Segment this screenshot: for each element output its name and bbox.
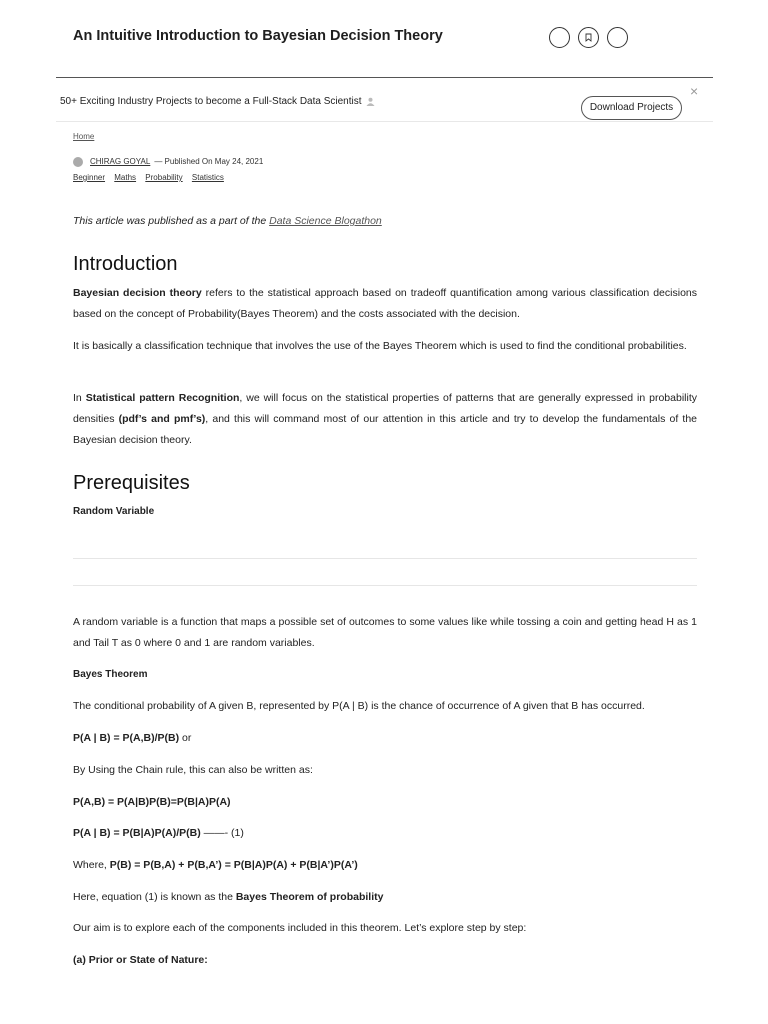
circle-icon[interactable]: [549, 27, 570, 48]
tag-maths[interactable]: Maths: [114, 173, 137, 182]
divider: [73, 585, 697, 586]
prerequisites-heading: Prerequisites: [73, 472, 190, 494]
author-link[interactable]: CHIRAG GOYAL: [90, 157, 151, 167]
intro-paragraph-1: Bayesian decision theory refers to the statistical approach based on tradeoff quantification among various classification decisions based on the concept of Probability(Bayes Theorem) and the costs associated with the decision.: [73, 287, 697, 320]
blogathon-link[interactable]: Data Science Blogathon: [269, 215, 382, 227]
promo-banner: [56, 77, 713, 122]
banner-text: 50+ Exciting Industry Projects to become a Full-Stack Data Scientist: [60, 96, 375, 107]
download-projects-button[interactable]: Download Projects: [581, 96, 682, 120]
chain-rule-text: By Using the Chain rule, this can also be written as:: [73, 764, 313, 776]
article-meta: [73, 157, 263, 167]
divider: [73, 558, 697, 559]
bookmark-icon[interactable]: [578, 27, 599, 48]
introduction-heading: Introduction: [73, 253, 178, 275]
intro-paragraph-3: In Statistical pattern Recognition, we will focus on the statistical properties of patterns that are generally expressed in probability densities (pdf’s and pmf’s), and this will command most of our attention in this article and try to develop the fundamentals of the Bayesian decision theory.: [73, 392, 697, 446]
top-bar: [0, 0, 768, 76]
page-title: An Intuitive Introduction to Bayesian Decision Theory: [73, 28, 443, 44]
prior-heading: (a) Prior or State of Nature:: [73, 954, 208, 966]
random-variable-text: A random variable is a function that maps a possible set of outcomes to some values like while tossing a coin and getting head H as 1 and Tail T as 0 where 0 and 1 are random variables.: [73, 616, 697, 649]
random-variable-title: Random Variable: [73, 506, 155, 517]
equation-1: P(A | B) = P(A,B)/P(B) or: [73, 732, 192, 744]
circle-icon[interactable]: [607, 27, 628, 48]
user-icon: [366, 97, 375, 106]
tag-probability[interactable]: Probability: [145, 173, 183, 182]
bayes-theorem-text: The conditional probability of A given B, represented by P(A | B) is the chance of occurrence of A given that B has occurred.: [73, 700, 645, 712]
breadcrumb[interactable]: Home: [73, 132, 95, 141]
tag-beginner[interactable]: Beginner: [73, 173, 106, 182]
bayes-theorem-title: Bayes Theorem: [73, 669, 148, 680]
blogathon-note: This article was published as a part of the Data Science Blogathon: [73, 215, 382, 227]
tag-statistics[interactable]: Statistics: [191, 173, 224, 182]
equation-2: P(A,B) = P(A|B)P(B)=P(B|A)P(A): [73, 796, 231, 808]
equation-3: P(A | B) = P(B|A)P(A)/P(B) ——- (1): [73, 827, 244, 839]
avatar: [73, 157, 83, 167]
intro-paragraph-2: It is basically a classification technique that involves the use of the Bayes Theorem which is used to find the conditional probabilities.: [73, 340, 687, 352]
tag-list: [73, 173, 231, 182]
close-icon[interactable]: ×: [690, 83, 699, 99]
bayes-note: Here, equation (1) is known as the Bayes Theorem of probability: [73, 891, 384, 903]
aim-text: Our aim is to explore each of the components included in this theorem. Let’s explore step by step:: [73, 922, 527, 934]
published-date: — Published On May 24, 2021: [154, 157, 264, 167]
where-equation: Where, P(B) = P(B,A) + P(B,A’) = P(B|A)P(A) + P(B|A’)P(A’): [73, 859, 358, 871]
